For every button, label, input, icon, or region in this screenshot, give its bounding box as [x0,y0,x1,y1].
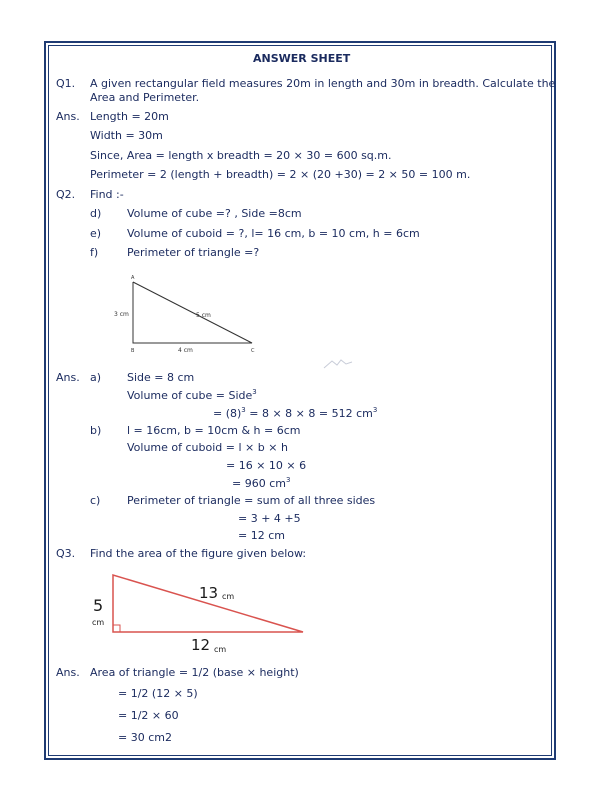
q3-question: Find the area of the figure given below: [90,547,307,560]
vol-formula-exp: 3 [252,388,257,396]
q2-item-text-f: Perimeter of triangle =? [127,246,260,259]
q2-side-label-left: 3 cm [114,311,129,318]
vol-formula-text: Volume of cube = Side [127,389,253,402]
vol-step-unit-exp: 3 [372,406,378,414]
vol-result-text: = 960 cm [232,477,286,490]
q2-ans-b-step2 [232,477,290,491]
q2-find: Find :- [90,188,124,201]
q2-ans-b-letter: b) [90,424,102,437]
q3-base-number: 12 [191,636,211,654]
q2-vertex-b: B [131,348,135,354]
q1-question-line1: A given rectangular field measures 20m in length and 30m in breadth. Calculate the [90,77,556,90]
q2-side-label-base: 4 cm [178,347,193,354]
vol-step-rest: = 8 × 8 × 8 = 512 cm [245,407,373,420]
q1-area: Since, Area = length x breadth = 20 × 30 = 600 sq.m. [90,149,392,162]
q1-perimeter: Perimeter = 2 (length + breadth) = 2 × (20 +30) = 2 × 50 = 100 m. [90,168,471,181]
q3-height-unit: cm [92,618,105,627]
q3-triangle-figure [80,565,320,660]
q2-item-letter-d: d) [90,207,102,220]
q1-width: Width = 30m [90,129,163,142]
q3-ans-line3: = 1/2 × 60 [118,709,179,722]
q2-item-text-e: Volume of cuboid = ?, l= 16 cm, b = 10 cm, h = 6cm [127,227,420,240]
q3-ans-line2: = 1/2 (12 × 5) [118,687,198,700]
q2-triangle-figure [100,270,270,360]
q3-ans-label: Ans. [56,666,80,679]
q2-ans-c-line1: Perimeter of triangle = sum of all three sides [127,494,376,507]
q1-label: Q1. [56,77,76,90]
q2-ans-b-dims: l = 16cm, b = 10cm & h = 6cm [127,424,301,437]
q3-ans-line4: = 30 cm2 [118,731,172,744]
q3-hyp-number: 13 [199,584,219,602]
vol-step-base: = (8) [213,407,242,420]
q2-ans-b-volume-formula: Volume of cuboid = l × b × h [127,441,288,454]
q2-ans-c-line3: = 12 cm [238,529,285,542]
q2-ans-a-volume-step [213,407,377,421]
stray-mark [322,356,356,372]
q2-ans-a-side: Side = 8 cm [127,371,195,384]
q3-base-unit: cm [214,645,227,654]
q2-ans-b-step1: = 16 × 10 × 6 [226,459,307,472]
q2-vertex-c: C [251,348,255,354]
vol-step-base-exp: 3 [241,406,246,414]
q2-item-text-d: Volume of cube =? , Side =8cm [127,207,302,220]
vol-result-exp: 3 [285,476,291,484]
q3-height-number: 5 [93,596,104,615]
q1-ans-label: Ans. [56,110,80,123]
q2-ans-c-letter: c) [90,494,101,507]
q3-hyp-unit: cm [222,592,235,601]
stray-mark-stroke [324,360,352,368]
q2-side-label-hyp: 5 cm [196,312,211,319]
q2-ans-a-volume-formula [127,389,257,403]
q2-triangle-shape [133,282,252,343]
q1-length: Length = 20m [90,110,169,123]
q2-label: Q2. [56,188,76,201]
page-title: ANSWER SHEET [253,52,351,65]
q2-ans-a-letter: a) [90,371,102,384]
q2-item-letter-e: e) [90,227,102,240]
q2-ans-label: Ans. [56,371,80,384]
q3-ans-line1: Area of triangle = 1/2 (base × height) [90,666,299,679]
q2-item-letter-f: f) [90,246,99,259]
q1-question-line2: Area and Perimeter. [90,91,200,104]
q3-right-angle-marker [113,625,120,632]
q2-ans-c-line2: = 3 + 4 +5 [238,512,301,525]
q2-vertex-a: A [131,275,135,281]
q3-label: Q3. [56,547,76,560]
